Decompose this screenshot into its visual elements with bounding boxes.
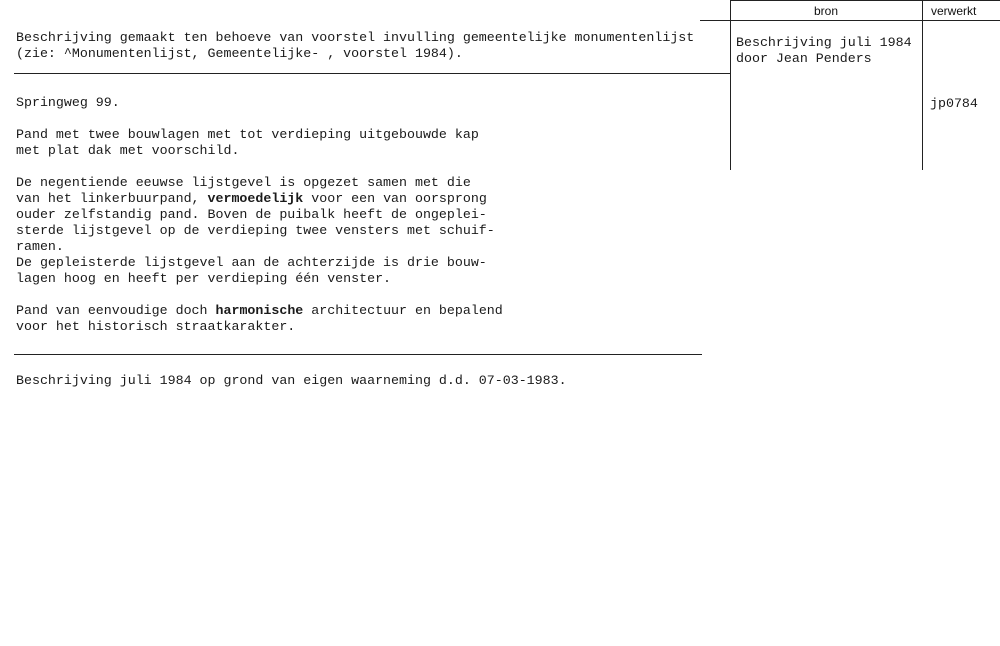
body-rule	[14, 354, 702, 355]
p3-line-1-pre: Pand van eenvoudige doch	[16, 303, 216, 318]
header-bottom-rule	[700, 20, 1000, 21]
verwerkt-code: jp0784	[930, 96, 978, 111]
p2-line-1: De negentiende eeuwse lijstgevel is opgezet samen met die	[16, 175, 471, 190]
intro-line-2: (zie: ^Monumentenlijst, Gemeentelijke- , voorstel 1984).	[16, 46, 463, 61]
column-divider-right	[922, 0, 923, 170]
p2-line-4: sterde lijstgevel op de verdieping twee vensters met schuif-	[16, 223, 495, 238]
p2-line-5: ramen.	[16, 239, 64, 254]
p1-line-2: met plat dak met voorschild.	[16, 143, 240, 158]
p3-line-1	[16, 302, 503, 319]
column-header-bron: bron	[814, 4, 839, 18]
bron-line-1: Beschrijving juli 1984	[736, 35, 912, 50]
p3-line-2: voor het historisch straatkarakter.	[16, 319, 296, 334]
p3-line-1-bold: harmonische	[215, 303, 304, 318]
intro-rule	[14, 73, 730, 74]
p2-line-7: lagen hoog en heeft per verdieping één venster.	[16, 271, 392, 286]
p2-line-3: ouder zelfstandig pand. Boven de puibalk heeft de ongeplei-	[16, 207, 487, 222]
header-top-rule	[730, 0, 1000, 1]
p2-line-2	[16, 190, 487, 207]
p2-line-2-bold: vermoedelijk	[207, 191, 304, 206]
p2-line-2-post: voor een van oorsprong	[303, 191, 487, 206]
p2-line-6: De gepleisterde lijstgevel aan de achterzijde is drie bouw-	[16, 255, 487, 270]
bron-line-2: door Jean Penders	[736, 51, 872, 66]
p2-line-2-pre: van het linkerbuurpand,	[16, 191, 208, 206]
column-divider-left	[730, 0, 731, 170]
p1-line-1: Pand met twee bouwlagen met tot verdieping uitgebouwde kap	[16, 127, 479, 142]
intro-line-1: Beschrijving gemaakt ten behoeve van voorstel invulling gemeentelijke monumentenlijst	[16, 30, 695, 45]
address-heading: Springweg 99.	[16, 95, 120, 110]
column-header-verwerkt: verwerkt	[931, 4, 977, 18]
footer-note: Beschrijving juli 1984 op grond van eigen waarneming d.d. 07-03-1983.	[16, 373, 567, 388]
p3-line-1-post: architectuur en bepalend	[303, 303, 503, 318]
